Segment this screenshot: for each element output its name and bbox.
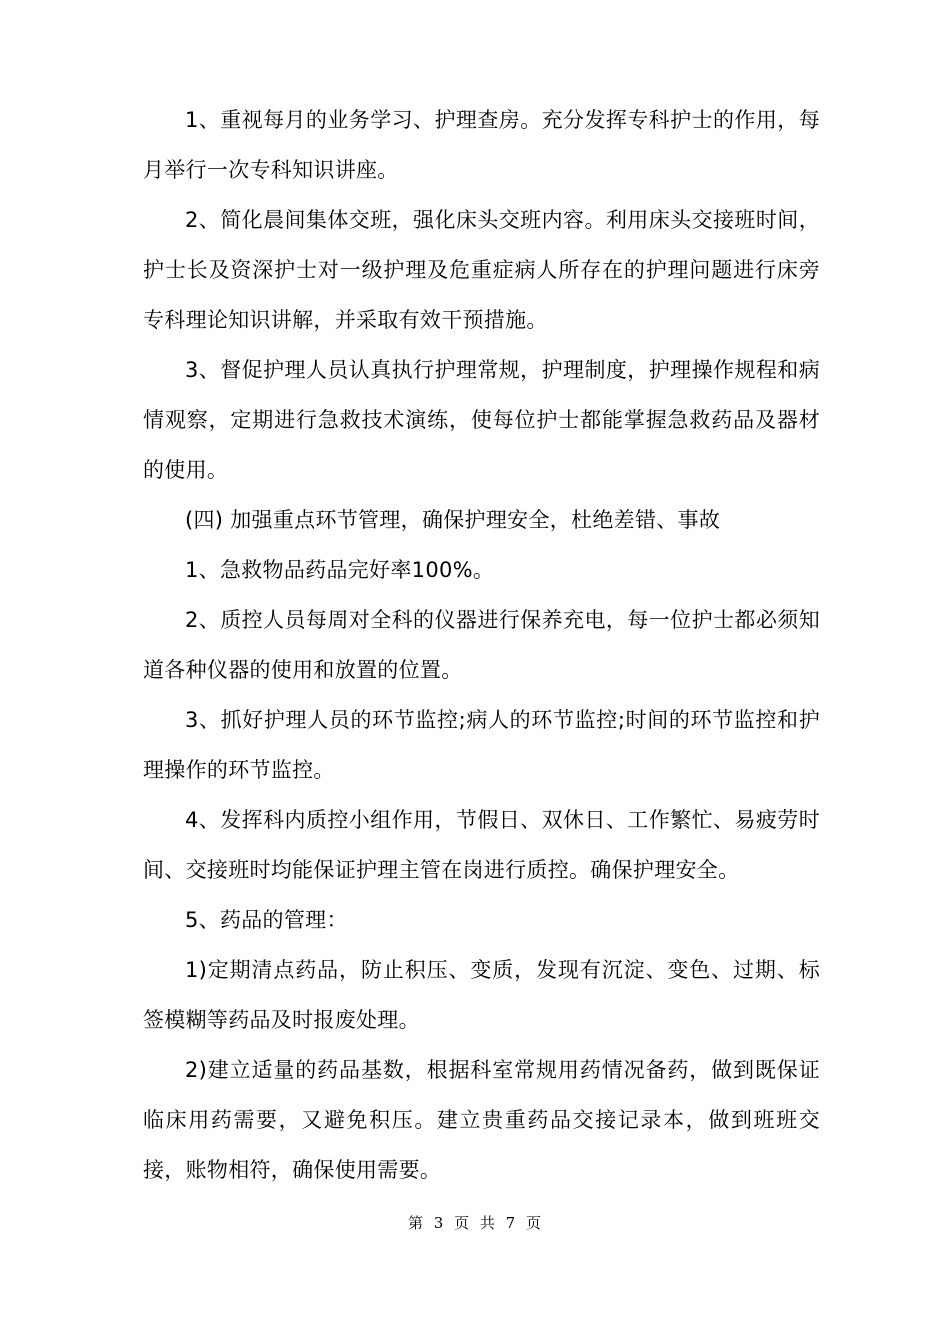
paragraph-item-4: 1、急救物品药品完好率100%。 [185, 558, 495, 582]
paragraph-item-9: 1)定期清点药品，防止积压、变质，发现有沉淀、变色、过期、标签模糊等药品及时报废处理。 [143, 958, 820, 1032]
paragraph-item-6: 3、抓好护理人员的环节监控;病人的环节监控;时间的环节监控和护理操作的环节监控。 [143, 708, 820, 782]
paragraph-item-1: 1、重视每月的业务学习、护理查房。充分发挥专科护士的作用，每月举行一次专科知识讲座。 [143, 108, 820, 182]
paragraph-item-7: 4、发挥科内质控小组作用，节假日、双休日、工作繁忙、易疲劳时间、交接班时均能保证护理主管在岗进行质控。确保护理安全。 [143, 808, 820, 882]
paragraph-item-3: 3、督促护理人员认真执行护理常规，护理制度，护理操作规程和病情观察，定期进行急救技术演练，使每位护士都能掌握急救药品及器材的使用。 [143, 358, 820, 482]
paragraph-item-5: 2、质控人员每周对全科的仪器进行保养充电，每一位护士都必须知道各种仪器的使用和放置的位置。 [143, 608, 820, 682]
document-body [143, 95, 820, 1195]
paragraph-item-8: 5、药品的管理： [185, 908, 348, 932]
paragraph-item-10: 2)建立适量的药品基数，根据科室常规用药情况备药，做到既保证临床用药需要，又避免积压。建立贵重药品交接记录本，做到班班交接，账物相符，确保使用需要。 [143, 1058, 820, 1182]
section-heading: (四) 加强重点环节管理，确保护理安全，杜绝差错、事故 [185, 508, 721, 532]
paragraph-item-2: 2、简化晨间集体交班，强化床头交班内容。利用床头交接班时间，护士长及资深护士对一级护理及危重症病人所存在的护理问题进行床旁专科理论知识讲解，并采取有效干预措施。 [143, 208, 820, 332]
page-number-footer: 第 3 页 共 7 页 [408, 1214, 542, 1232]
